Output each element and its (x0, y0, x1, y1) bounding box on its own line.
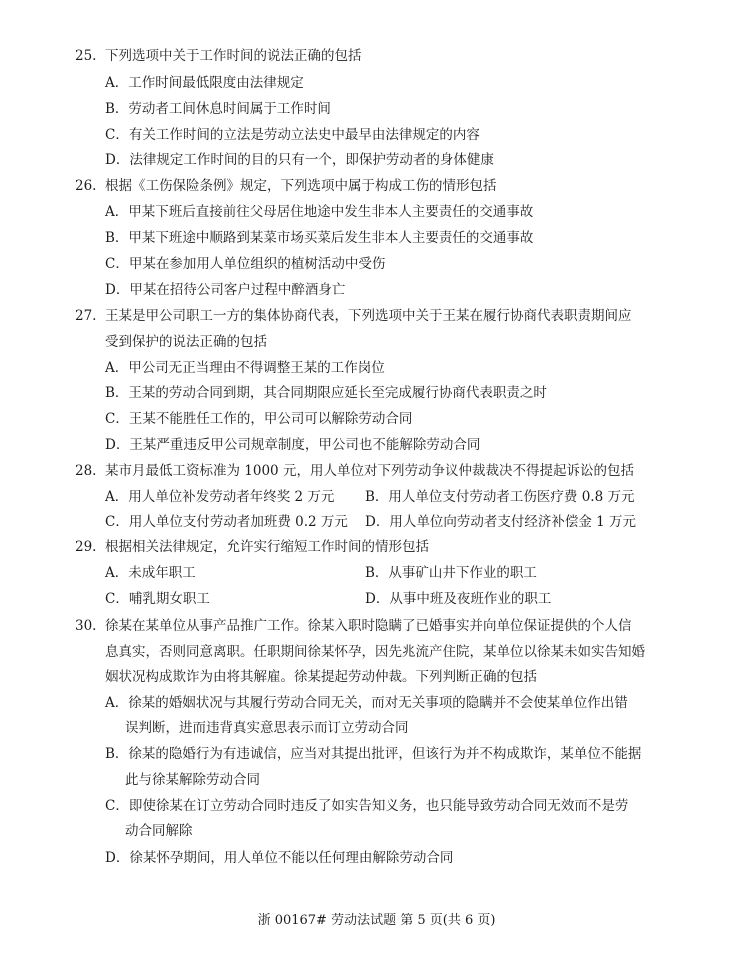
option-c-continued: 动合同解除 (125, 823, 193, 839)
option-d: D．用人单位向劳动者支付经济补偿金 1 万元 (365, 514, 636, 530)
option-d: D．王某严重违反甲公司规章制度，甲公司也不能解除劳动合同 (105, 437, 481, 453)
option-b: B．甲某下班途中顺路到某菜市场买菜后发生非本人主要责任的交通事故 (105, 230, 534, 246)
option-a: A．工作时间最低限度由法律规定 (105, 75, 304, 91)
option-c: C．有关工作时间的立法是劳动立法史中最早由法律规定的内容 (105, 127, 480, 143)
option-a: A．甲某下班后直接前往父母居住地途中发生非本人主要责任的交通事故 (105, 204, 534, 220)
question-number: 27. (75, 308, 97, 324)
question-stem: 某市月最低工资标准为 1000 元，用人单位对下列劳动争议仲裁裁决不得提起诉讼的包括 (105, 463, 634, 479)
question-stem: 徐某在某单位从事产品推广工作。徐某入职时隐瞒了已婚事实并向单位保证提供的个人信 (105, 618, 632, 634)
option-b: B．王某的劳动合同到期，其合同期限应延长至完成履行协商代表职责之时 (105, 385, 547, 401)
question-number: 25. (75, 48, 97, 64)
option-c: C．王某不能胜任工作的，甲公司可以解除劳动合同 (105, 411, 413, 427)
question-stem-continued: 息真实，否则同意离职。任职期间徐某怀孕，因先兆流产住院，某单位以徐某未如实告知婚 (105, 644, 645, 660)
option-c: C．即使徐某在订立劳动合同时违反了如实告知义务，也只能导致劳动合同无效而不是劳 (105, 798, 629, 814)
page-footer: 浙 00167# 劳动法试题 第 5 页(共 6 页) (257, 913, 496, 928)
option-a: A．甲公司无正当理由不得调整王某的工作岗位 (105, 360, 385, 376)
option-b: B．徐某的隐婚行为有违诚信，应当对其提出批评，但该行为并不构成欺诈，某单位不能据 (105, 746, 642, 762)
option-b: B．用人单位支付劳动者工伤医疗费 0.8 万元 (365, 489, 635, 505)
question-stem-continued: 姻状况构成欺诈为由将其解雇。徐某提起劳动仲裁。下列判断正确的包括 (105, 669, 537, 685)
option-b: B．劳动者工间休息时间属于工作时间 (105, 101, 331, 117)
option-c: C．哺乳期女职工 (105, 591, 210, 607)
question-number: 28. (75, 463, 97, 479)
question-number: 26. (75, 178, 97, 194)
option-d: D．法律规定工作时间的目的只有一个，即保护劳动者的身体健康 (105, 152, 494, 168)
question-stem: 根据《工伤保险条例》规定，下列选项中属于构成工伤的情形包括 (105, 178, 497, 194)
option-a: A．用人单位补发劳动者年终奖 2 万元 (105, 489, 335, 505)
question-stem: 下列选项中关于工作时间的说法正确的包括 (105, 48, 362, 64)
option-a: A．未成年职工 (105, 565, 196, 581)
option-d: D．从事中班及夜班作业的职工 (365, 591, 552, 607)
option-c: C．用人单位支付劳动者加班费 0.2 万元 (105, 514, 348, 530)
question-stem: 王某是甲公司职工一方的集体协商代表，下列选项中关于王某在履行协商代表职责期间应 (105, 308, 632, 324)
option-d: D．甲某在招待公司客户过程中醉酒身亡 (105, 282, 346, 298)
option-c: C．甲某在参加用人单位组织的植树活动中受伤 (105, 256, 386, 272)
question-stem: 根据相关法律规定，允许实行缩短工作时间的情形包括 (105, 539, 429, 555)
option-b: B．从事矿山井下作业的职工 (365, 565, 537, 581)
option-a-continued: 误判断，进而违背真实意思表示而订立劳动合同 (125, 720, 409, 736)
question-number: 29. (75, 539, 97, 555)
option-b-continued: 此与徐某解除劳动合同 (125, 772, 260, 788)
option-d: D．徐某怀孕期间，用人单位不能以任何理由解除劳动合同 (105, 850, 454, 866)
question-stem-continued: 受到保护的说法正确的包括 (105, 334, 267, 350)
question-number: 30. (75, 618, 97, 634)
option-a: A．徐某的婚姻状况与其履行劳动合同无关，而对无关事项的隐瞒并不会使某单位作出错 (105, 695, 628, 711)
